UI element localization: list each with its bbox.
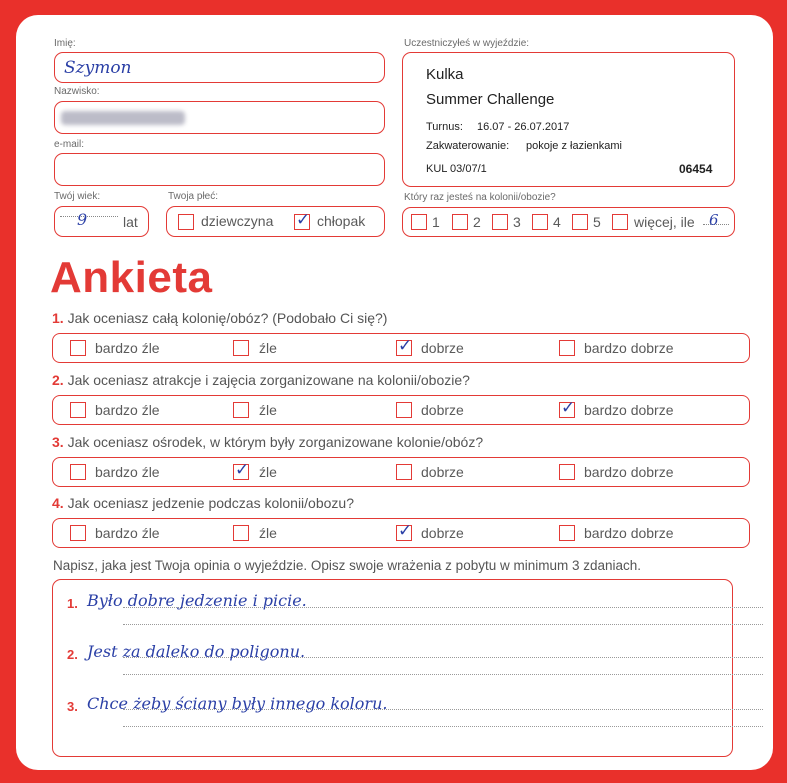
survey-title: Ankieta [50,253,213,302]
question-3 [52,434,483,450]
check-mark-icon: ✓ [398,336,413,356]
q4-option-bardzo-dobrze: bardzo dobrze [584,525,674,541]
trip-code: KUL 03/07/1 [426,163,487,175]
q3-option-zle: źle [259,464,277,480]
times-label: Który raz jesteś na kolonii/obozie? [404,192,556,203]
q3-checkbox-bardzo-zle[interactable] [70,464,86,480]
dotted-line [123,726,763,727]
question-2-number: 2. [52,372,64,388]
accommodation-value: pokoje z łazienkami [526,140,622,152]
q1-option-zle: źle [259,340,277,356]
times-option-4: 4 [553,214,561,230]
age-value: 9 [77,210,88,229]
q4-option-dobrze: dobrze [421,525,464,541]
q4-option-zle: źle [259,525,277,541]
question-3-options [52,457,750,487]
gender-checkbox-girl[interactable] [178,214,194,230]
gender-option-boy: chłopak [317,213,366,229]
times-more-label: więcej, ile [634,214,695,230]
check-mark-icon: ✓ [235,460,250,480]
q1-option-dobrze: dobrze [421,340,464,356]
answer-2-number: 2. [67,647,78,662]
trip-number: 06454 [679,162,713,176]
question-4 [52,495,354,511]
age-field[interactable] [54,206,149,237]
answer-1-number: 1. [67,596,78,611]
times-option-3: 3 [513,214,521,230]
surname-field[interactable] [54,101,385,134]
q2-option-dobrze: dobrze [421,402,464,418]
check-mark-icon: ✓ [398,521,413,541]
question-4-number: 4. [52,495,64,511]
q2-checkbox-zle[interactable] [233,402,249,418]
trip-label: Uczestniczyłeś w wyjeździe: [404,38,530,49]
name-label: Imię: [54,38,76,49]
answer-2-text: Jest za daleko do poligonu. [87,642,306,661]
answer-1-text: Było dobre jedzenie i picie. [87,591,307,610]
opinion-prompt: Napisz, jaka jest Twoja opinia o wyjeździe. Opisz swoje wrażenia z pobytu w minimum 3 zdaniach. [53,558,642,573]
q1-option-bardzo-dobrze: bardzo dobrze [584,340,674,356]
q2-option-zle: źle [259,402,277,418]
gender-field [166,206,385,237]
answer-3-number: 3. [67,699,78,714]
times-checkbox-2[interactable] [452,214,468,230]
times-option-5: 5 [593,214,601,230]
q4-checkbox-bardzo-dobrze[interactable] [559,525,575,541]
email-label: e-mail: [54,139,85,150]
question-1-options [52,333,750,363]
answer-3-text: Chce żeby ściany były innego koloru. [87,694,388,713]
q3-checkbox-dobrze[interactable] [396,464,412,480]
question-3-text: Jak oceniasz ośrodek, w którym były zorganizowane kolonie/obóz? [67,434,484,450]
times-option-2: 2 [473,214,481,230]
opinion-box[interactable] [52,579,733,757]
age-label: Twój wiek: [54,191,101,202]
dotted-line [123,674,763,675]
times-checkbox-1[interactable] [411,214,427,230]
question-3-number: 3. [52,434,64,450]
q3-option-bardzo-zle: bardzo źle [95,464,160,480]
gender-option-girl: dziewczyna [201,213,274,229]
accommodation-label: Zakwaterowanie: [426,140,510,152]
times-checkbox-4[interactable] [532,214,548,230]
redacted-surname [61,111,185,125]
name-field[interactable] [54,52,385,83]
q1-checkbox-zle[interactable] [233,340,249,356]
question-4-options [52,518,750,548]
times-more-value: 6 [709,211,719,229]
q3-option-bardzo-dobrze: bardzo dobrze [584,464,674,480]
dotted-line [123,624,763,625]
question-2-text: Jak oceniasz atrakcje i zajęcia zorganizowane na kolonii/obozie? [67,372,470,388]
times-checkbox-5[interactable] [572,214,588,230]
q2-option-bardzo-zle: bardzo źle [95,402,160,418]
trip-line1: Kulka [426,66,464,83]
surname-label: Nazwisko: [54,86,100,97]
q1-checkbox-bardzo-zle[interactable] [70,340,86,356]
age-dotline [60,216,118,217]
q2-checkbox-dobrze[interactable] [396,402,412,418]
gender-label: Twoja płeć: [168,191,219,202]
times-option-1: 1 [432,214,440,230]
turnus-value: 16.07 - 26.07.2017 [477,121,570,133]
check-mark-icon: ✓ [296,210,311,230]
trip-line2: Summer Challenge [426,91,555,108]
q2-checkbox-bardzo-zle[interactable] [70,402,86,418]
email-field[interactable] [54,153,385,186]
q3-checkbox-bardzo-dobrze[interactable] [559,464,575,480]
q4-option-bardzo-zle: bardzo źle [95,525,160,541]
times-checkbox-more[interactable] [612,214,628,230]
turnus-label: Turnus: [426,121,463,133]
q4-checkbox-zle[interactable] [233,525,249,541]
trip-info-box [402,52,735,187]
q1-option-bardzo-zle: bardzo źle [95,340,160,356]
age-unit: lat [123,214,138,230]
question-1-text: Jak oceniasz całą kolonię/obóz? (Podobało Ci się?) [67,310,388,326]
question-1-number: 1. [52,310,64,326]
question-2-options [52,395,750,425]
q1-checkbox-bardzo-dobrze[interactable] [559,340,575,356]
times-checkbox-3[interactable] [492,214,508,230]
question-2 [52,372,470,388]
check-mark-icon: ✓ [561,398,576,418]
question-4-text: Jak oceniasz jedzenie podczas kolonii/obozu? [67,495,354,511]
q2-option-bardzo-dobrze: bardzo dobrze [584,402,674,418]
name-value: Szymon [64,58,132,78]
times-field [402,207,735,237]
q3-option-dobrze: dobrze [421,464,464,480]
survey-sheet [16,15,773,770]
question-1 [52,310,387,326]
q4-checkbox-bardzo-zle[interactable] [70,525,86,541]
